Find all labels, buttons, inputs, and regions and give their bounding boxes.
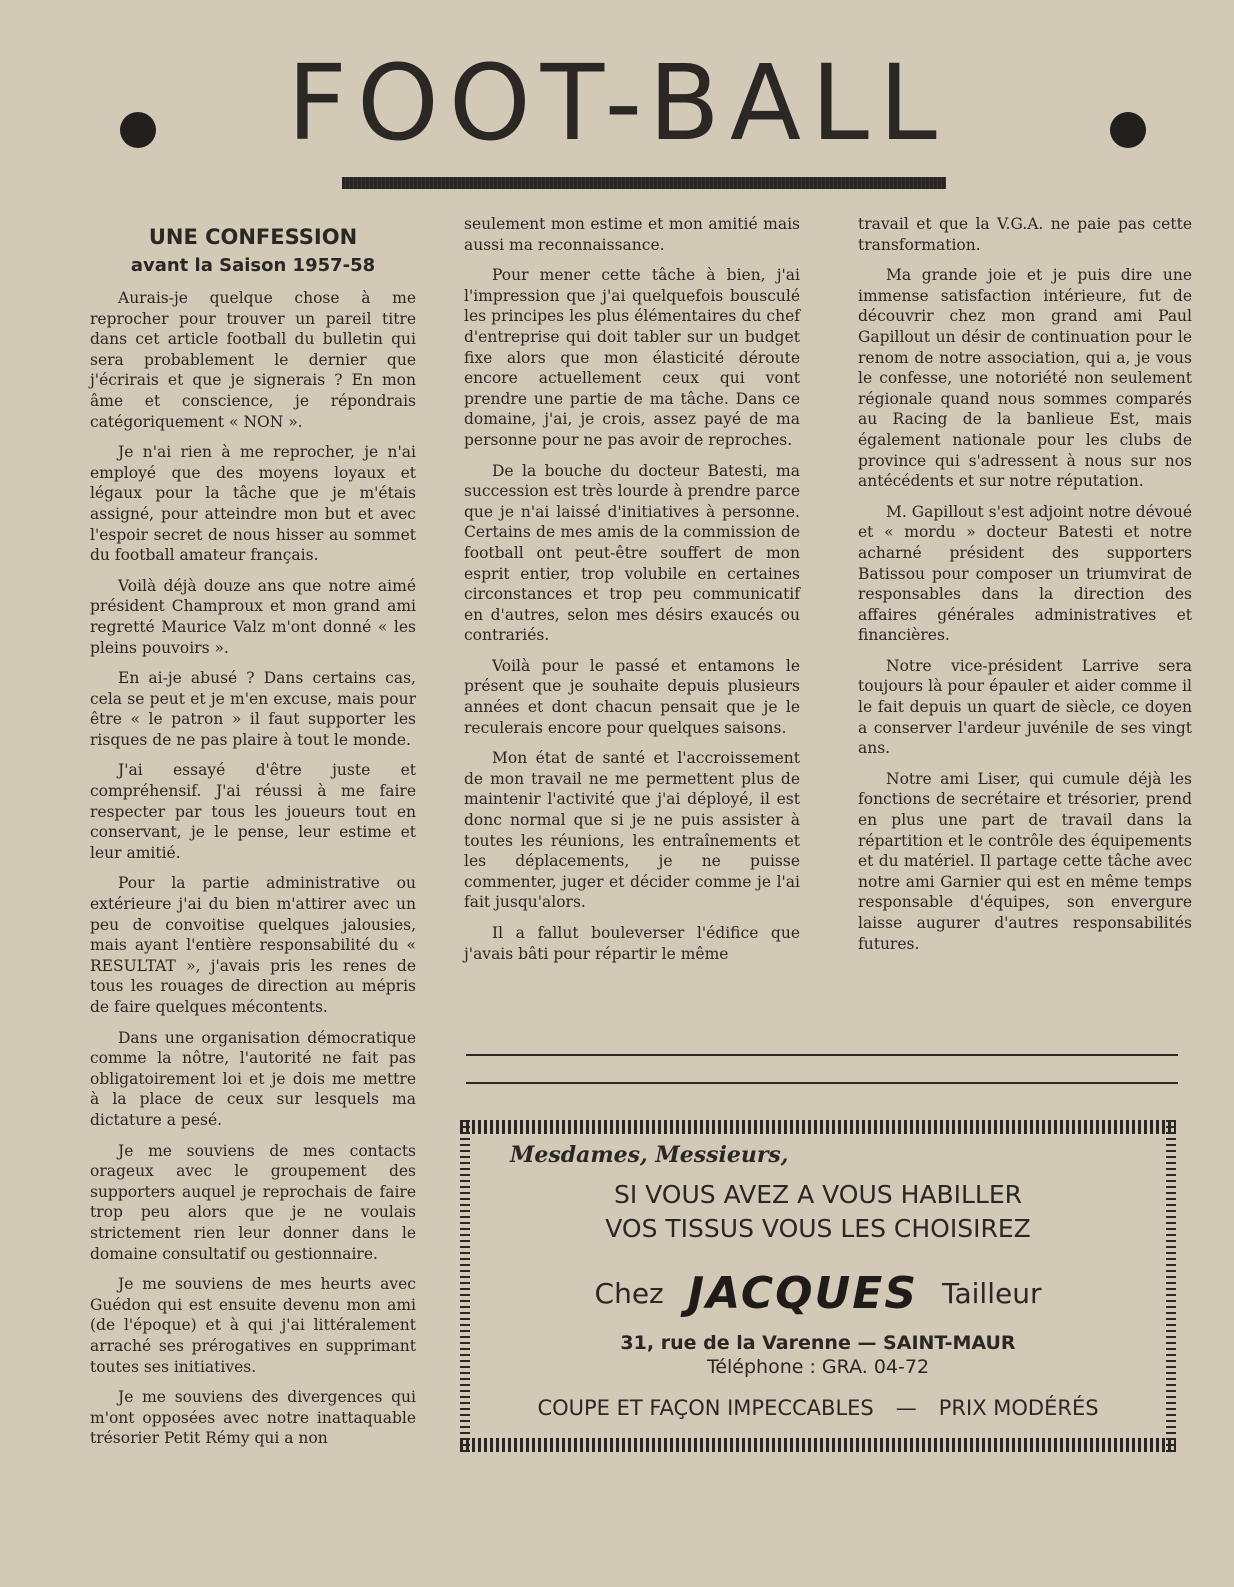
- page-title: FOOT-BALL: [287, 42, 947, 164]
- ad-headline-line: VOS TISSUS VOUS LES CHOISIREZ: [605, 1214, 1031, 1243]
- paragraph: Pour mener cette tâche à bien, j'ai l'impression que j'ai quelquefois bousculé les principes les plus élémentaires du chef d'entreprise qui doit tabler sur un budget fixe alors que mon élasticité déroute encore actuellement ceux qui vont prendre une partie de ma tâche. Dans ce domaine, j'ai, je crois, assez payé de ma personne pour ne pas avoir de reproches.: [464, 266, 800, 449]
- paragraph: Il a fallut bouleverser l'édifice que j'avais bâti pour répartir le même: [464, 924, 800, 963]
- article-subheadline: avant la Saison 1957-58: [130, 255, 376, 276]
- paragraph: Ma grande joie et je puis dire une immense satisfaction intérieure, fut de découvrir chez mon grand ami Paul Gapillout un désir de continuation pour le renom de notre association, qui a, je vous le confesse, une notoriété non seulement régionale quand nous sommes comparés au Racing de la banlieue Est, mais également nationale pour les clubs de province qui s'adressent à nous sur nos antécédents et sur notre réputation.: [858, 266, 1192, 491]
- paragraph: De la bouche du docteur Batesti, ma succession est très lourde à prendre parce que je n'ai laissé d'initiatives à personne. Certains de mes amis de la commission de football ont peut-être souffert de mon esprit entier, trop volubile en certaines circonstances et trop peu communicatif en d'autres, selon mes désirs exaucés ou contrariés.: [464, 461, 800, 645]
- ad-shop-name: [460, 1268, 1176, 1319]
- ad-brand: JACQUES: [687, 1268, 919, 1319]
- masthead: [0, 42, 1234, 164]
- article-column-3: [858, 214, 1192, 964]
- ad-tagline: [460, 1396, 1176, 1420]
- paragraph: M. Gapillout s'est adjoint notre dévoué et « mordu » docteur Batesti et notre acharné président des supporters Batissou pour composer un triumvirat de responsables dans la direction des affaires générales administratives et financières.: [858, 502, 1192, 645]
- ad-tailleur: Tailleur: [942, 1277, 1042, 1310]
- ad-address: 31, rue de la Varenne — SAINT-MAUR: [620, 1332, 1016, 1354]
- ad-headline-line: SI VOUS AVEZ A VOUS HABILLER: [613, 1180, 1023, 1209]
- ad-tagline-left: COUPE ET FAÇON IMPECCABLES: [537, 1396, 874, 1420]
- paragraph: Mon état de santé et l'accroissement de mon travail ne me permettent plus de maintenir l'activité que j'ai déployé, il est donc normal que si je ne puis assister à toutes les réunions, les entraînements et les déplacements, je ne puisse commenter, juger et décider comme je l'ai fait jusqu'alors.: [464, 749, 800, 912]
- title-underline-rule: [342, 177, 946, 189]
- ad-border: [460, 1438, 1176, 1452]
- paragraph: Aurais-je quelque chose à me reprocher pour trouver un pareil titre dans cet article football du bulletin qui sera probablement le dernier que j'écrirais et que je signerais ? En mon âme et conscience, je répondrais catégoriquement « NON ».: [90, 289, 416, 431]
- paragraph: J'ai essayé d'être juste et compréhensif. J'ai réussi à me faire respecter par tous les joueurs tout en conservant, je le pense, leur estime et leur amitié.: [90, 761, 416, 862]
- paragraph: Je me souviens des divergences qui m'ont opposées avec notre inattaquable trésorier Petit Rémy qui a non: [90, 1388, 416, 1448]
- ad-greeting: Mesdames, Messieurs,: [510, 1142, 789, 1168]
- ad-border: [460, 1120, 1176, 1134]
- separator-rule: [466, 1082, 1178, 1084]
- tailor-advertisement: [460, 1120, 1176, 1460]
- paragraph: travail et que la V.G.A. ne paie pas cette transformation.: [858, 215, 1192, 254]
- paragraph: Je n'ai rien à me reprocher, je n'ai employé que des moyens loyaux et légaux pour la tâche que je m'étais assigné, pour atteindre mon but et avec l'espoir secret de nous hisser au sommet du football amateur français.: [90, 443, 416, 565]
- bullet-dot-left-icon: [120, 112, 156, 148]
- separator-rule: [466, 1054, 1178, 1056]
- paragraph: Je me souviens de mes contacts orageux avec le groupement des supporters auquel je reprochais de faire trop peu alors que je ne voulais strictement rien leur donner dans le domaine consultatif ou gestionnaire.: [90, 1141, 416, 1263]
- bullet-dot-right-icon: [1110, 112, 1146, 148]
- paragraph: Notre vice-président Larrive sera toujours là pour épauler et aider comme il le fait depuis un quart de siècle, ce doyen a conserver l'ardeur juvénile de ses vingt ans.: [858, 656, 1192, 758]
- article-headline: UNE CONFESSION: [148, 225, 358, 249]
- ad-chez: Chez: [594, 1277, 664, 1310]
- ad-phone: Téléphone : GRA. 04-72: [706, 1356, 930, 1378]
- paragraph: Pour la partie administrative ou extérieure j'ai du bien m'attirer avec un peu de convoitise quelques jalousies, mais ayant l'entière responsabilité du « RESULTAT », j'avais pris les renes de tous les rouages de direction au mépris de faire quelques mécontents.: [90, 874, 416, 1016]
- article-column-2: [464, 214, 800, 974]
- article-column-1: [90, 214, 416, 1459]
- ad-tagline-separator: —: [895, 1396, 917, 1420]
- paragraph: En ai-je abusé ? Dans certains cas, cela se peut et je m'en excuse, mais pour être « le patron » il faut supporter les risques de ne pas plaire à tout le monde.: [90, 669, 416, 749]
- paragraph: seulement mon estime et mon amitié mais aussi ma reconnaissance.: [464, 215, 800, 254]
- paragraph: Je me souviens de mes heurts avec Guédon qui est ensuite devenu mon ami (de l'époque) et à qui j'ai littéralement arraché ses prérogatives en supprimant toutes ses initiatives.: [90, 1275, 416, 1376]
- paragraph: Voilà pour le passé et entamons le présent que je souhaite depuis plusieurs années et dont chacun pensait que je le reculerais encore pour quelques saisons.: [464, 656, 800, 737]
- ad-tagline-right: PRIX MODÉRÉS: [938, 1396, 1099, 1420]
- paragraph: Dans une organisation démocratique comme la nôtre, l'autorité ne fait pas obligatoirement loi et je dois me mettre à la place de ceux sur lesquels ma dictature a pesé.: [90, 1028, 416, 1129]
- paragraph: Voilà déjà douze ans que notre aimé président Champroux et mon grand ami regretté Maurice Valz m'ont donné « les pleins pouvoirs ».: [90, 576, 416, 657]
- paragraph: Notre ami Liser, qui cumule déjà les fonctions de secrétaire et trésorier, prend en plus une part de travail dans la répartition et le contrôle des équipements et du matériel. Il partage cette tâche avec notre ami Garnier qui est en même temps responsable d'équipes, son envergure laisse augurer d'autres responsabilités futures.: [858, 769, 1192, 953]
